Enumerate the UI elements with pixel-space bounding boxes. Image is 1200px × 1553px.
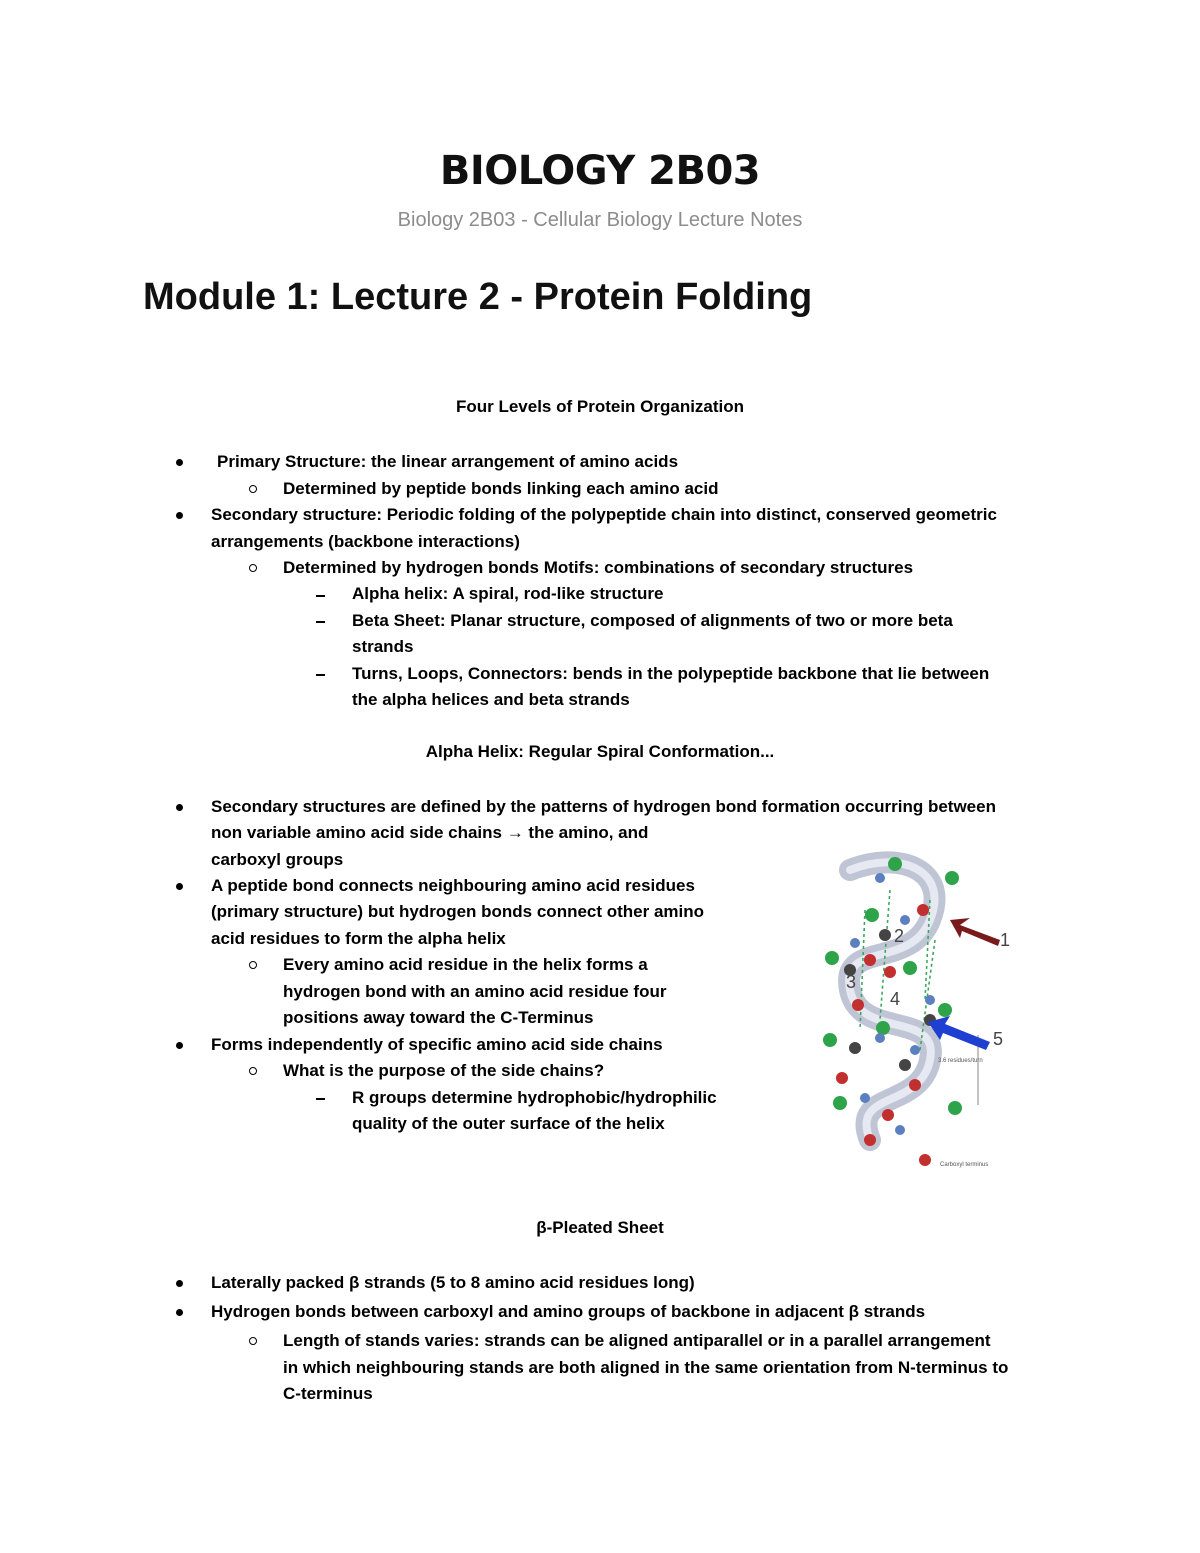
section-heading-beta: β-Pleated Sheet (536, 1218, 664, 1237)
bullet-dot (176, 804, 183, 811)
list-item: Beta Sheet: Planar structure, composed of alignments of two or more beta (352, 611, 953, 630)
list-item: Alpha helix: A spiral, rod-like structure (352, 584, 664, 603)
list-item: Determined by hydrogen bonds Motifs: combinations of secondary structures (283, 558, 914, 577)
bullet-dot (176, 512, 183, 519)
document-subtitle: Biology 2B03 - Cellular Biology Lecture Notes (397, 209, 803, 231)
bullet-dot (176, 883, 183, 890)
list-item-continuation: arrangements (backbone interactions) (211, 532, 520, 551)
list-item: What is the purpose of the side chains? (283, 1061, 605, 1080)
bullet-dash (316, 1098, 325, 1100)
figure-label-2: 2 (894, 926, 905, 946)
bullet-circle (249, 564, 257, 572)
figure-label-4: 4 (890, 989, 901, 1009)
list-item: Determined by peptide bonds linking each amino acid (283, 479, 719, 498)
rise-label: 3.6 residues/turn (938, 1058, 983, 1064)
bullet-dot (176, 459, 183, 466)
list-item: Primary Structure: the linear arrangement of amino acids (217, 452, 679, 471)
list-item: Turns, Loops, Connectors: bends in the polypeptide backbone that lie between (352, 664, 990, 683)
list-item-continuation: strands (352, 637, 414, 656)
list-item: R groups determine hydrophobic/hydrophilic (352, 1088, 717, 1107)
document-title: BIOLOGY 2B03 (439, 148, 761, 194)
list-item-continuation: in which neighbouring stands are both aligned in the same orientation from N-terminus to (283, 1358, 1009, 1377)
list-item-continuation: hydrogen bond with an amino acid residue four (283, 982, 667, 1001)
list-item: A peptide bond connects neighbouring amino acid residues (211, 876, 695, 895)
list-item-continuation: C-terminus (283, 1384, 373, 1403)
bullet-circle (249, 1337, 257, 1345)
list-item: Hydrogen bonds between carboxyl and amino groups of backbone in adjacent β strands (211, 1302, 926, 1321)
list-item-continuation: the alpha helices and beta strands (352, 690, 630, 709)
bullet-dash (316, 595, 325, 597)
module-heading: Module 1: Lecture 2 - Protein Folding (143, 276, 813, 318)
bullet-dot (176, 1309, 183, 1316)
bullet-circle (249, 1067, 257, 1075)
terminus-label: Carboxyl terminus (940, 1162, 989, 1168)
figure-label-1: 1 (1000, 930, 1011, 950)
list-item: Forms independently of specific amino acid side chains (211, 1035, 663, 1054)
bullet-dot (176, 1280, 183, 1287)
list-item-continuation: acid residues to form the alpha helix (211, 929, 506, 948)
list-item-continuation: positions away toward the C-Terminus (283, 1008, 594, 1027)
list-item: Every amino acid residue in the helix forms a (283, 955, 648, 974)
alpha-helix-figure (810, 850, 1040, 1175)
bullet-dash (316, 621, 325, 623)
figure-label-5: 5 (993, 1029, 1004, 1049)
bullet-dash (316, 674, 325, 676)
bullet-dot (176, 1042, 183, 1049)
bullet-circle (249, 961, 257, 969)
list-item: Secondary structures are defined by the patterns of hydrogen bond formation occurring between (211, 797, 996, 816)
bullet-circle (249, 485, 257, 493)
list-item: Length of stands varies: strands can be aligned antiparallel or in a parallel arrangement (283, 1331, 991, 1350)
list-item-continuation: carboxyl groups (211, 850, 344, 869)
list-item: Secondary structure: Periodic folding of the polypeptide chain into distinct, conserved geometric (211, 505, 997, 524)
list-item-continuation: quality of the outer surface of the helix (352, 1114, 665, 1133)
list-item-continuation: (primary structure) but hydrogen bonds connect other amino (211, 902, 705, 921)
red-arrow-icon (950, 918, 1000, 946)
section-heading-alpha: Alpha Helix: Regular Spiral Conformation... (425, 742, 775, 761)
list-item-continuation: non variable amino acid side chains → the amino, and (211, 823, 649, 842)
list-item: Laterally packed β strands (5 to 8 amino acid residues long) (211, 1273, 695, 1292)
section-heading-levels: Four Levels of Protein Organization (455, 397, 745, 416)
figure-label-3: 3 (846, 972, 857, 992)
